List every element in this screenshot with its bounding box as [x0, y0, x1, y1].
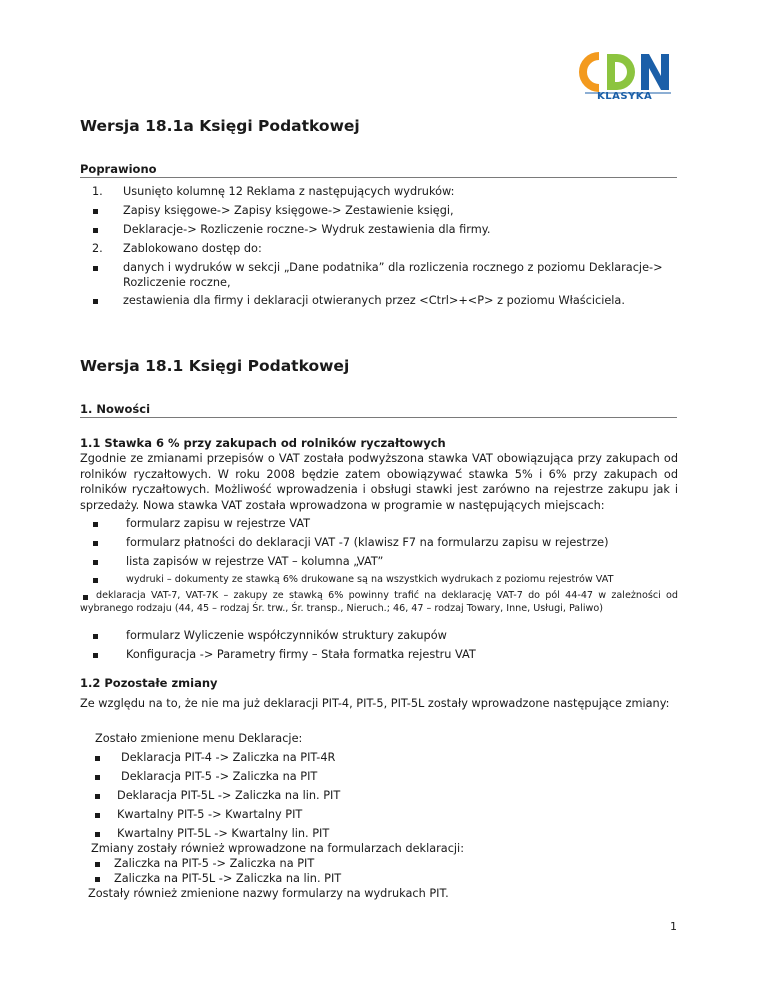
form-change-item: Zaliczka na PIT-5 -> Zaliczka na PIT	[114, 857, 315, 870]
bullet-icon	[95, 877, 100, 882]
subsection-1-2: 1.2 Pozostałe zmiany	[80, 676, 218, 690]
section-poprawiono: Poprawiono	[80, 162, 677, 178]
cdn-klasyka-logo	[575, 50, 675, 100]
bullet-icon	[93, 228, 98, 233]
menu-change-item: Deklaracja PIT-4 -> Zaliczka na PIT-4R	[121, 751, 336, 764]
bullet-icon	[93, 578, 98, 583]
paragraph-other-changes: Ze względu na to, że nie ma już deklaracji PIT-4, PIT-5, PIT-5L zostały wprowadzone następujące zmiany:	[80, 697, 670, 710]
logo-subtitle: KLASYKA	[597, 91, 653, 102]
paragraph-vat-intro: Zgodnie ze zmianami przepisów o VAT została podwyższona stawka VAT obowiązująca przy zakupach od rolników ryczałtowych. W roku 2008 będzie zatem obowiązywać stawka 5% i 6% przy zakupach od rolników ryczałtowych. Możliwość wprowadzenia i obsługi stawki jest zarówno na rejestrze zakupu jak i sprzedaży. Nowa stawka VAT została wprowadzona w programie w następujących miejscach:	[80, 452, 678, 512]
bullet-icon	[93, 541, 98, 546]
bullet-item: lista zapisów w rejestrze VAT – kolumna „VAT”	[126, 555, 384, 568]
list-item-2a-line1: danych i wydruków w sekcji „Dane podatnika” dla rozliczenia rocznego z poziomu Deklaracje->	[123, 261, 663, 274]
list-item-1: Usunięto kolumnę 12 Reklama z następujących wydruków:	[123, 185, 455, 198]
bullet-item-small: wydruki – dokumenty ze stawką 6% drukowane są na wszystkich wydrukach z poziomu rejestrów VAT	[126, 574, 614, 585]
bullet-icon	[93, 634, 98, 639]
menu-intro: Zostało zmienione menu Deklaracje:	[95, 732, 303, 745]
bullet-item: formularz zapisu w rejestrze VAT	[126, 517, 310, 530]
bullet-icon	[93, 522, 98, 527]
list-item-2b: zestawienia dla firmy i deklaracji otwieranych przez <Ctrl>+<P> z poziomu Właściciela.	[123, 294, 625, 307]
list-item-2: Zablokowano dostęp do:	[123, 242, 262, 255]
list-item-1a: Zapisy księgowe-> Zapisy księgowe-> Zestawienie księgi,	[123, 204, 454, 217]
version-181-title: Wersja 18.1 Księgi Podatkowej	[80, 357, 350, 375]
list-item-1b: Deklaracje-> Rozliczenie roczne-> Wydruk zestawienia dla firmy.	[123, 223, 491, 236]
menu-change-item: Kwartalny PIT-5 -> Kwartalny PIT	[117, 808, 303, 821]
bullet-icon	[95, 775, 100, 780]
bullet-item: Konfiguracja -> Parametry firmy – Stała formatka rejestru VAT	[126, 648, 476, 661]
bullet-icon	[93, 266, 98, 271]
menu-change-item: Kwartalny PIT-5L -> Kwartalny lin. PIT	[117, 827, 330, 840]
bullet-icon	[95, 862, 100, 867]
bullet-icon	[93, 653, 98, 658]
outro-text: Zostały również zmienione nazwy formularzy na wydrukach PIT.	[88, 887, 449, 900]
bullet-icon	[93, 560, 98, 565]
list-number-1: 1.	[92, 185, 103, 198]
bullet-item: formularz płatności do deklaracji VAT -7 (klawisz F7 na formularzu zapisu w rejestrze)	[126, 536, 609, 549]
bullet-icon	[95, 813, 100, 818]
bullet-item-vat7: deklaracja VAT-7, VAT-7K – zakupy ze stawką 6% powinny trafić na deklarację VAT-7 do pól 44-47 w zależności od wybranego rodzaju (44, 45 – rodzaj Śr. trw., Śr. transp., Nieruch.; 46, 47 – rodzaj Towary, Inne, Usługi, Paliwo)	[80, 590, 678, 614]
bullet-item: formularz Wyliczenie współczynników struktury zakupów	[126, 629, 447, 642]
page-number: 1	[670, 920, 677, 933]
bullet-icon	[95, 832, 100, 837]
bullet-icon	[93, 209, 98, 214]
bullet-icon	[93, 299, 98, 304]
forms-intro: Zmiany zostały również wprowadzone na formularzach deklaracji:	[91, 842, 464, 855]
section-nowosci: 1. Nowości	[80, 402, 677, 418]
subsection-1-1: 1.1 Stawka 6 % przy zakupach od rolników ryczałtowych	[80, 436, 446, 450]
version-181a-title: Wersja 18.1a Księgi Podatkowej	[80, 117, 360, 135]
form-change-item: Zaliczka na PIT-5L -> Zaliczka na lin. PIT	[114, 872, 342, 885]
menu-change-item: Deklaracja PIT-5L -> Zaliczka na lin. PIT	[117, 789, 341, 802]
list-item-2a-line2: Rozliczenie roczne,	[123, 276, 231, 289]
list-number-2: 2.	[92, 242, 103, 255]
bullet-icon	[95, 756, 100, 761]
bullet-icon	[95, 794, 100, 799]
menu-change-item: Deklaracja PIT-5 -> Zaliczka na PIT	[121, 770, 318, 783]
